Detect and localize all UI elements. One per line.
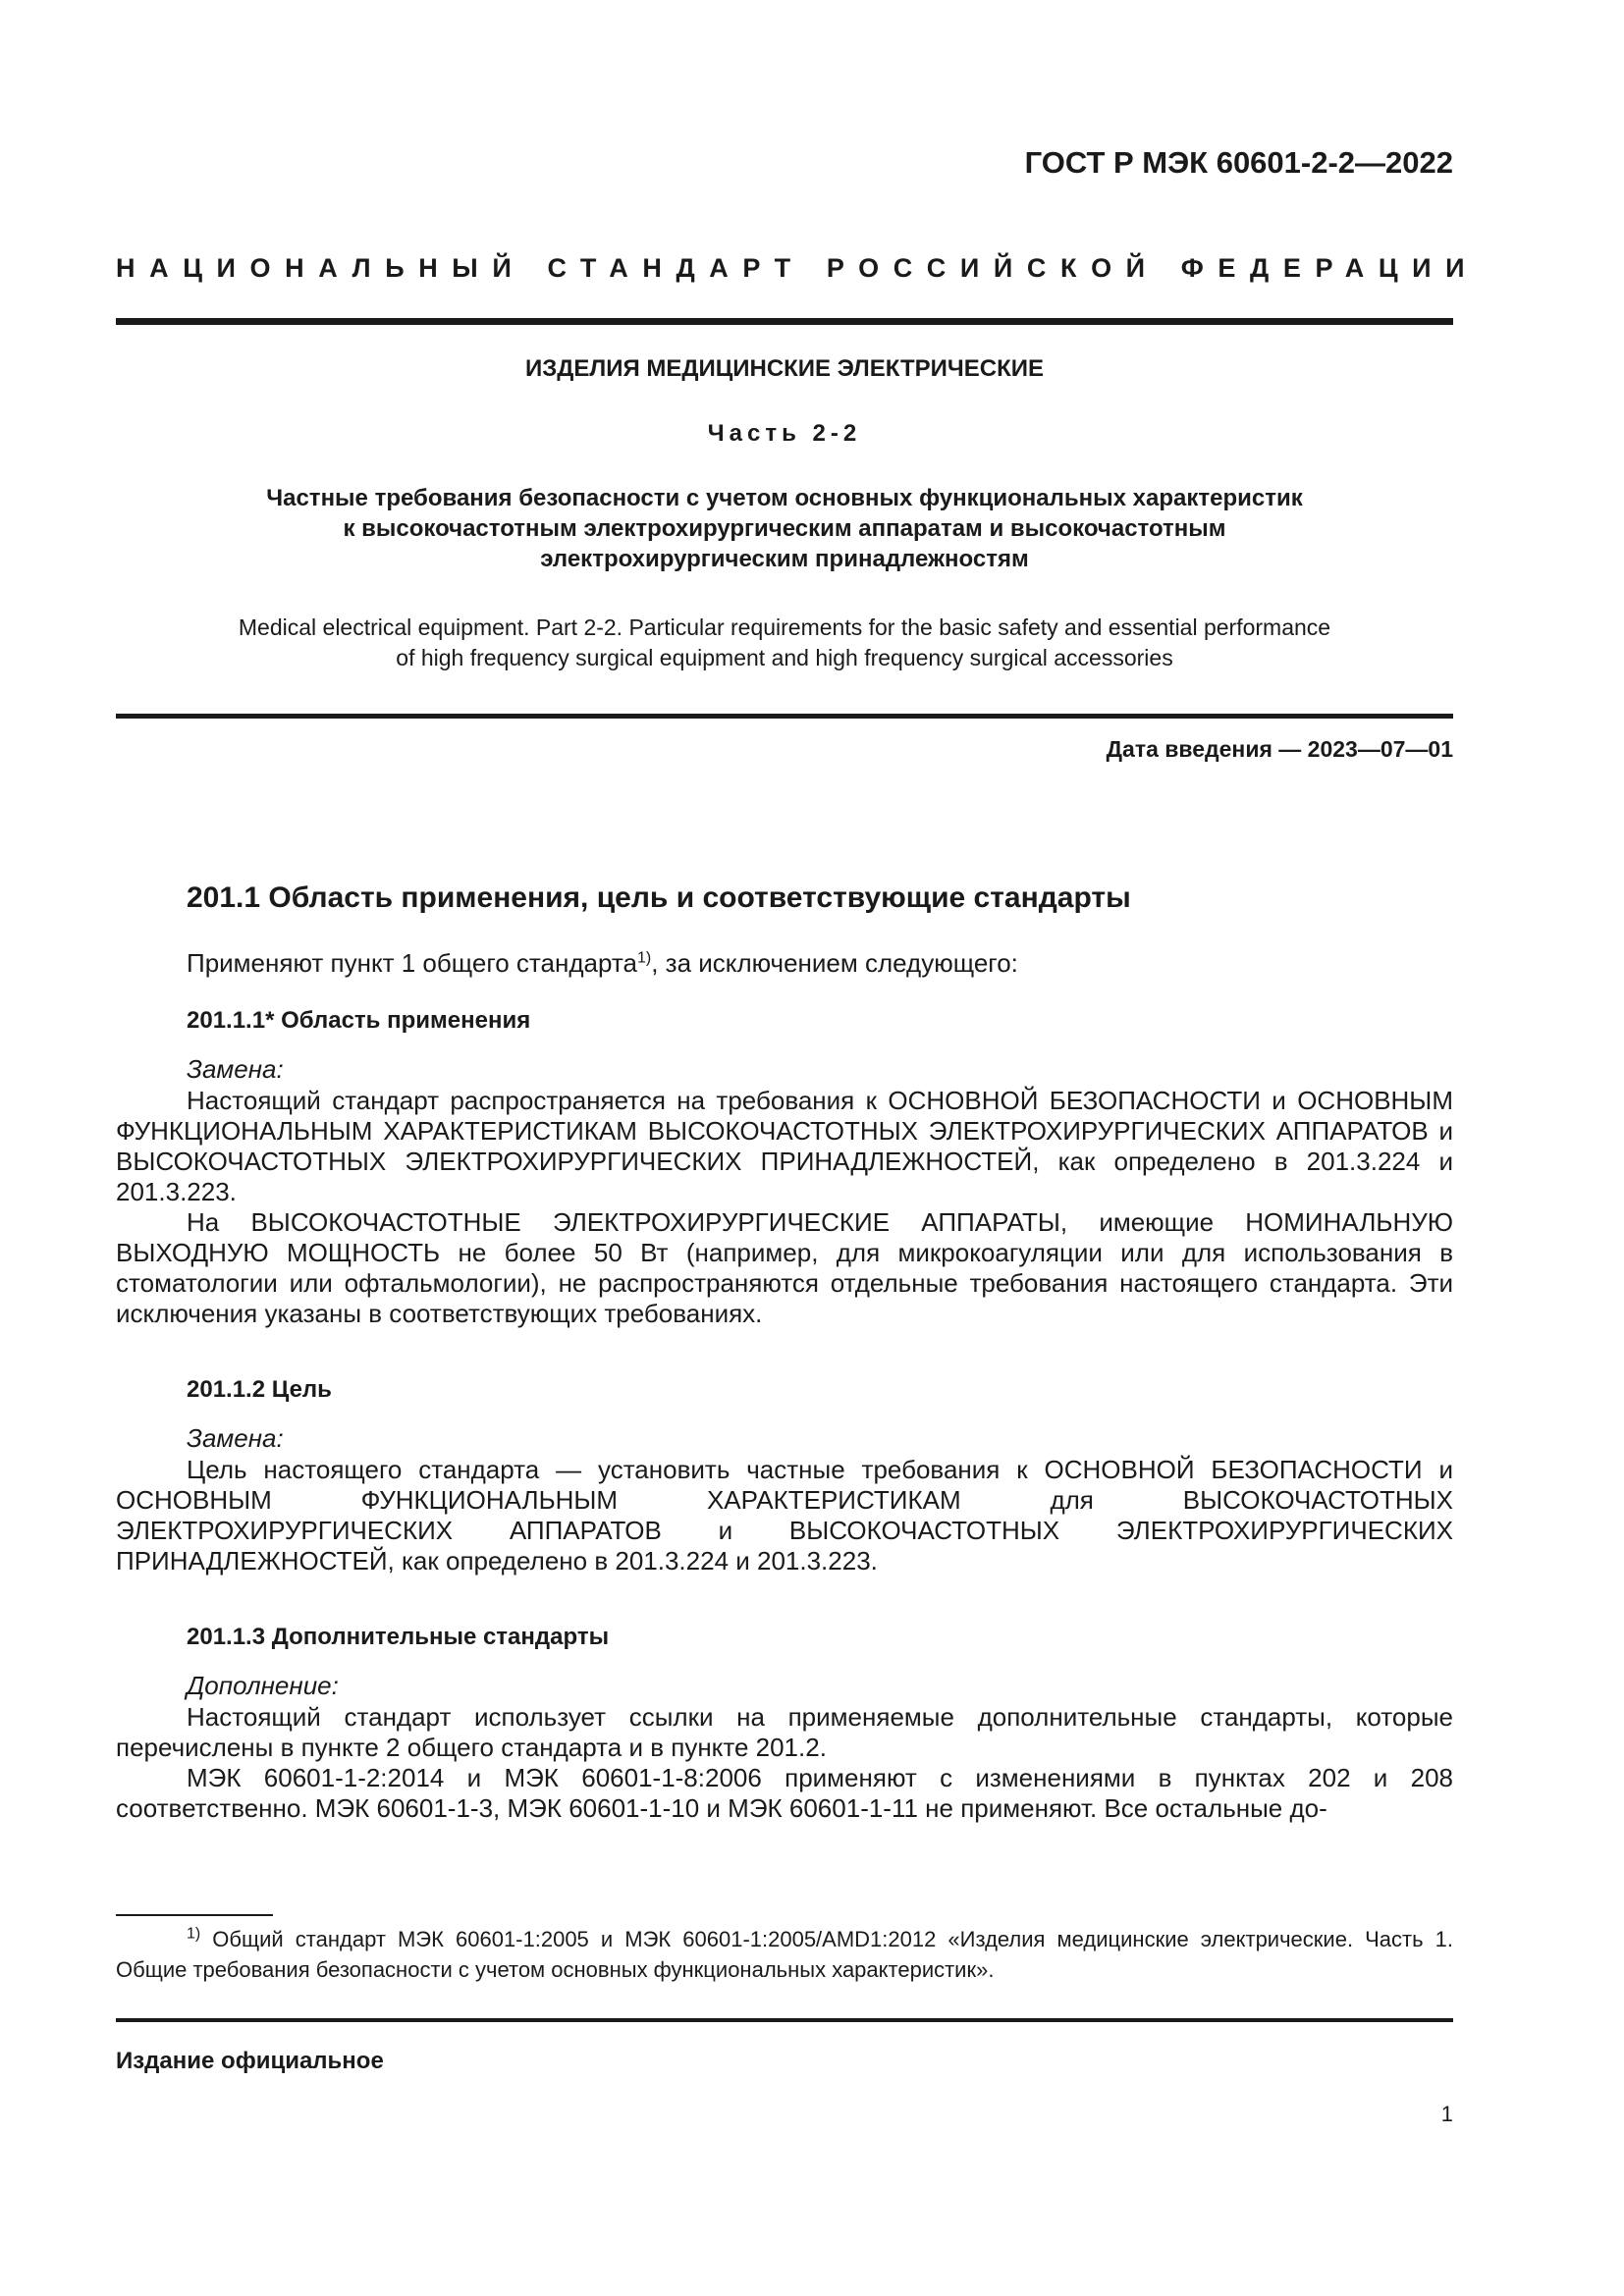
- addition-label: Дополнение:: [187, 1671, 339, 1700]
- intro-text-end: , за исключением следующего:: [651, 948, 1018, 978]
- footnote-ref: 1): [636, 949, 652, 967]
- introduction-date: Дата введения — 2023—07—01: [1106, 736, 1453, 762]
- intro-text: Применяют пункт 1 общего стандарта: [187, 948, 637, 978]
- collateral-text: [116, 1702, 1453, 1824]
- footnote: [116, 1924, 1453, 1985]
- top-divider: [116, 318, 1453, 325]
- title-divider: [116, 714, 1453, 719]
- page-number: 1: [1440, 2102, 1453, 2126]
- document-subtitle: [116, 483, 1453, 574]
- paragraph: МЭК 60601-1-2:2014 и МЭК 60601-1-8:2006 применяют с изменениями в пунктах 202 и 208 соответственно. МЭК 60601-1-3, МЭК 60601-1-10 и МЭК 60601-1-11 не применяют. Все остальные до-: [116, 1763, 1453, 1823]
- subsection-heading-purpose: 201.1.2 Цель: [187, 1376, 332, 1403]
- footnote-mark: 1): [187, 1925, 201, 1943]
- english-title: [116, 613, 1453, 673]
- subsection-heading-collateral: 201.1.3 Дополнительные стандарты: [187, 1624, 610, 1650]
- national-standard-banner: НАЦИОНАЛЬНЫЙ СТАНДАРТ РОССИЙСКОЙ ФЕДЕРАЦИИ: [116, 253, 1480, 283]
- subtitle-line: электрохирургическим принадлежностям: [540, 546, 1029, 572]
- purpose-text: [116, 1455, 1453, 1576]
- document-title: ИЗДЕЛИЯ МЕДИЦИНСКИЕ ЭЛЕКТРИЧЕСКИЕ: [524, 355, 1045, 382]
- subsection-heading-scope: 201.1.1* Область применения: [187, 1007, 531, 1034]
- part-label: Часть 2-2: [707, 420, 862, 447]
- footnote-divider: [116, 1914, 273, 1916]
- subtitle-line: Частные требования безопасности с учетом основных функциональных характеристик: [266, 485, 1303, 511]
- edition-label: Издание официальное: [116, 2048, 384, 2074]
- replacement-label: Замена:: [187, 1423, 284, 1453]
- section-heading: 201.1 Область применения, цель и соответствующие стандарты: [187, 881, 1131, 914]
- scope-text: [116, 1086, 1453, 1329]
- paragraph: Цель настоящего стандарта — установить частные требования к ОСНОВНОЙ БЕЗОПАСНОСТИ и ОСНОВНЫМ ФУНКЦИОНАЛЬНЫМ ХАРАКТЕРИСТИКАМ для ВЫСОКОЧАСТОТНЫХ ЭЛЕКТРОХИРУРГИЧЕСКИХ АППАРАТОВ и ВЫСОКОЧАСТОТНЫХ ЭЛЕКТРОХИРУРГИЧЕСКИХ ПРИНАДЛЕЖНОСТЕЙ, как определено в 201.3.224 и 201.3.223.: [116, 1455, 1453, 1575]
- english-title-line: Medical electrical equipment. Part 2-2. Particular requirements for the basic safety and essential performance: [238, 614, 1331, 640]
- document-code: ГОСТ Р МЭК 60601-2-2—2022: [1024, 145, 1453, 180]
- paragraph: Настоящий стандарт распространяется на требования к ОСНОВНОЙ БЕЗОПАСНОСТИ и ОСНОВНЫМ ФУНКЦИОНАЛЬНЫМ ХАРАКТЕРИСТИКАМ ВЫСОКОЧАСТОТНЫХ ЭЛЕКТРОХИРУРГИЧЕСКИХ АППАРАТОВ и ВЫСОКОЧАСТОТНЫХ ЭЛЕКТРОХИРУРГИЧЕСКИХ ПРИНАДЛЕЖНОСТЕЙ, как определено в 201.3.224 и 201.3.223.: [116, 1086, 1453, 1206]
- replacement-label: Замена:: [187, 1054, 284, 1084]
- bottom-divider: [116, 2018, 1453, 2022]
- subtitle-line: к высокочастотным электрохирургическим аппаратам и высокочастотным: [343, 515, 1226, 542]
- paragraph: На ВЫСОКОЧАСТОТНЫЕ ЭЛЕКТРОХИРУРГИЧЕСКИЕ АППАРАТЫ, имеющие НОМИНАЛЬНУЮ ВЫХОДНУЮ МОЩНОСТЬ не более 50 Вт (например, для микрокоагуляции или для использования в стоматологии или офтальмологии), не распространяются отдельные требования настоящего стандарта. Эти исключения указаны в соответствующих требованиях.: [116, 1207, 1453, 1328]
- paragraph: Настоящий стандарт использует ссылки на применяемые дополнительные стандарты, которые перечислены в пункте 2 общего стандарта и в пункте 201.2.: [116, 1702, 1453, 1762]
- footnote-text: Общий стандарт МЭК 60601-1:2005 и МЭК 60601-1:2005/AMD1:2012 «Изделия медицинские электрические. Часть 1. Общие требования безопасности с учетом основных функциональных характеристик».: [116, 1927, 1453, 1982]
- english-title-line: of high frequency surgical equipment and high frequency surgical accessories: [396, 645, 1173, 670]
- section-intro: [187, 948, 1018, 979]
